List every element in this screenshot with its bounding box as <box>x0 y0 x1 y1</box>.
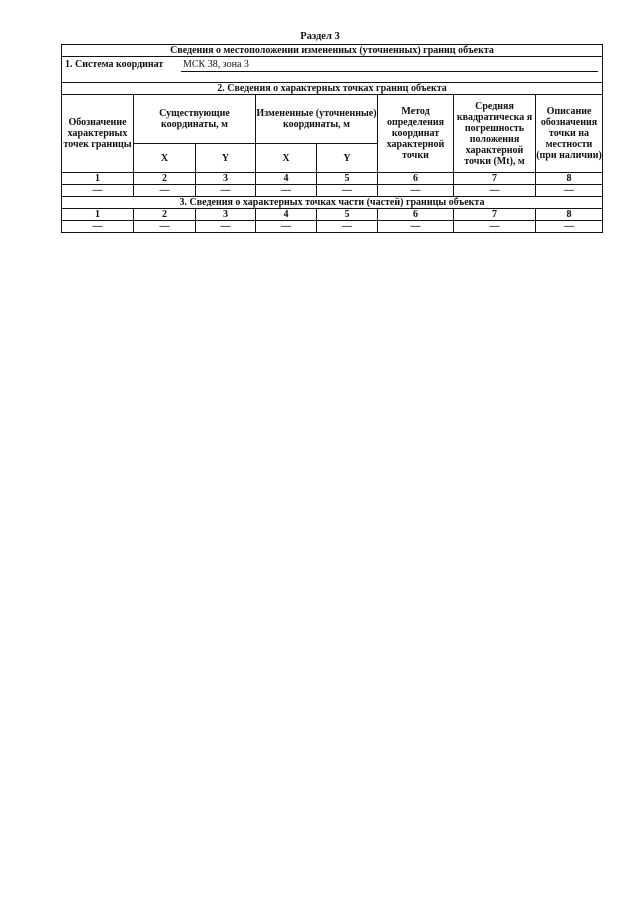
column-number: 2 <box>134 209 196 221</box>
column-number: 7 <box>454 209 536 221</box>
table-cell: — <box>317 185 378 197</box>
header-method: Метод определения координат характерной точки <box>378 95 454 173</box>
section2-title: 2. Сведения о характерных точках границ объекта <box>62 83 603 95</box>
column-number: 8 <box>536 209 603 221</box>
header-changed-x: X <box>256 144 317 173</box>
column-number: 4 <box>256 209 317 221</box>
column-number: 6 <box>378 173 454 185</box>
column-number: 3 <box>196 173 256 185</box>
header-point-description: Описание обозначения точки на местности (при наличии) <box>536 95 603 173</box>
column-number: 1 <box>62 209 134 221</box>
boundary-table <box>61 44 603 233</box>
coordinate-system-label: 1. Система координат <box>65 59 164 70</box>
coordinate-underline <box>181 71 598 72</box>
page-heading: Раздел 3 <box>300 31 340 42</box>
section3-title: 3. Сведения о характерных точках части (частей) границы объекта <box>62 197 603 209</box>
table-cell: — <box>536 185 603 197</box>
header-existing-coordinates: Существующие координаты, м <box>134 95 256 144</box>
header-mean-square-error: Средняя квадратическа я погрешность положения характерной точки (Mt), м <box>454 95 536 173</box>
table-cell: — <box>454 185 536 197</box>
table-cell: — <box>196 185 256 197</box>
table-cell: — <box>62 221 134 233</box>
table-cell: — <box>256 185 317 197</box>
table-cell: — <box>62 185 134 197</box>
column-number: 5 <box>317 173 378 185</box>
column-number: 4 <box>256 173 317 185</box>
coordinate-system-row <box>62 57 603 83</box>
column-number: 6 <box>378 209 454 221</box>
header-point-designation: Обозначение характерных точек границы <box>62 95 134 173</box>
table-cell: — <box>317 221 378 233</box>
header-changed-coordinates: Измененные (уточненные) координаты, м <box>256 95 378 144</box>
column-number: 7 <box>454 173 536 185</box>
column-number: 2 <box>134 173 196 185</box>
header-existing-x: X <box>134 144 196 173</box>
column-number: 1 <box>62 173 134 185</box>
table-cell: — <box>536 221 603 233</box>
column-number: 8 <box>536 173 603 185</box>
table-cell: — <box>256 221 317 233</box>
header-existing-y: Y <box>196 144 256 173</box>
table-cell: — <box>196 221 256 233</box>
section1-title: Сведения о местоположении измененных (уточненных) границ объекта <box>62 45 603 57</box>
table-cell: — <box>378 221 454 233</box>
column-number: 5 <box>317 209 378 221</box>
table-cell: — <box>454 221 536 233</box>
table-cell: — <box>378 185 454 197</box>
header-changed-y: Y <box>317 144 378 173</box>
table-cell: — <box>134 185 196 197</box>
table-cell: — <box>134 221 196 233</box>
coordinate-system-value: МСК 38, зона 3 <box>183 59 249 70</box>
column-number: 3 <box>196 209 256 221</box>
